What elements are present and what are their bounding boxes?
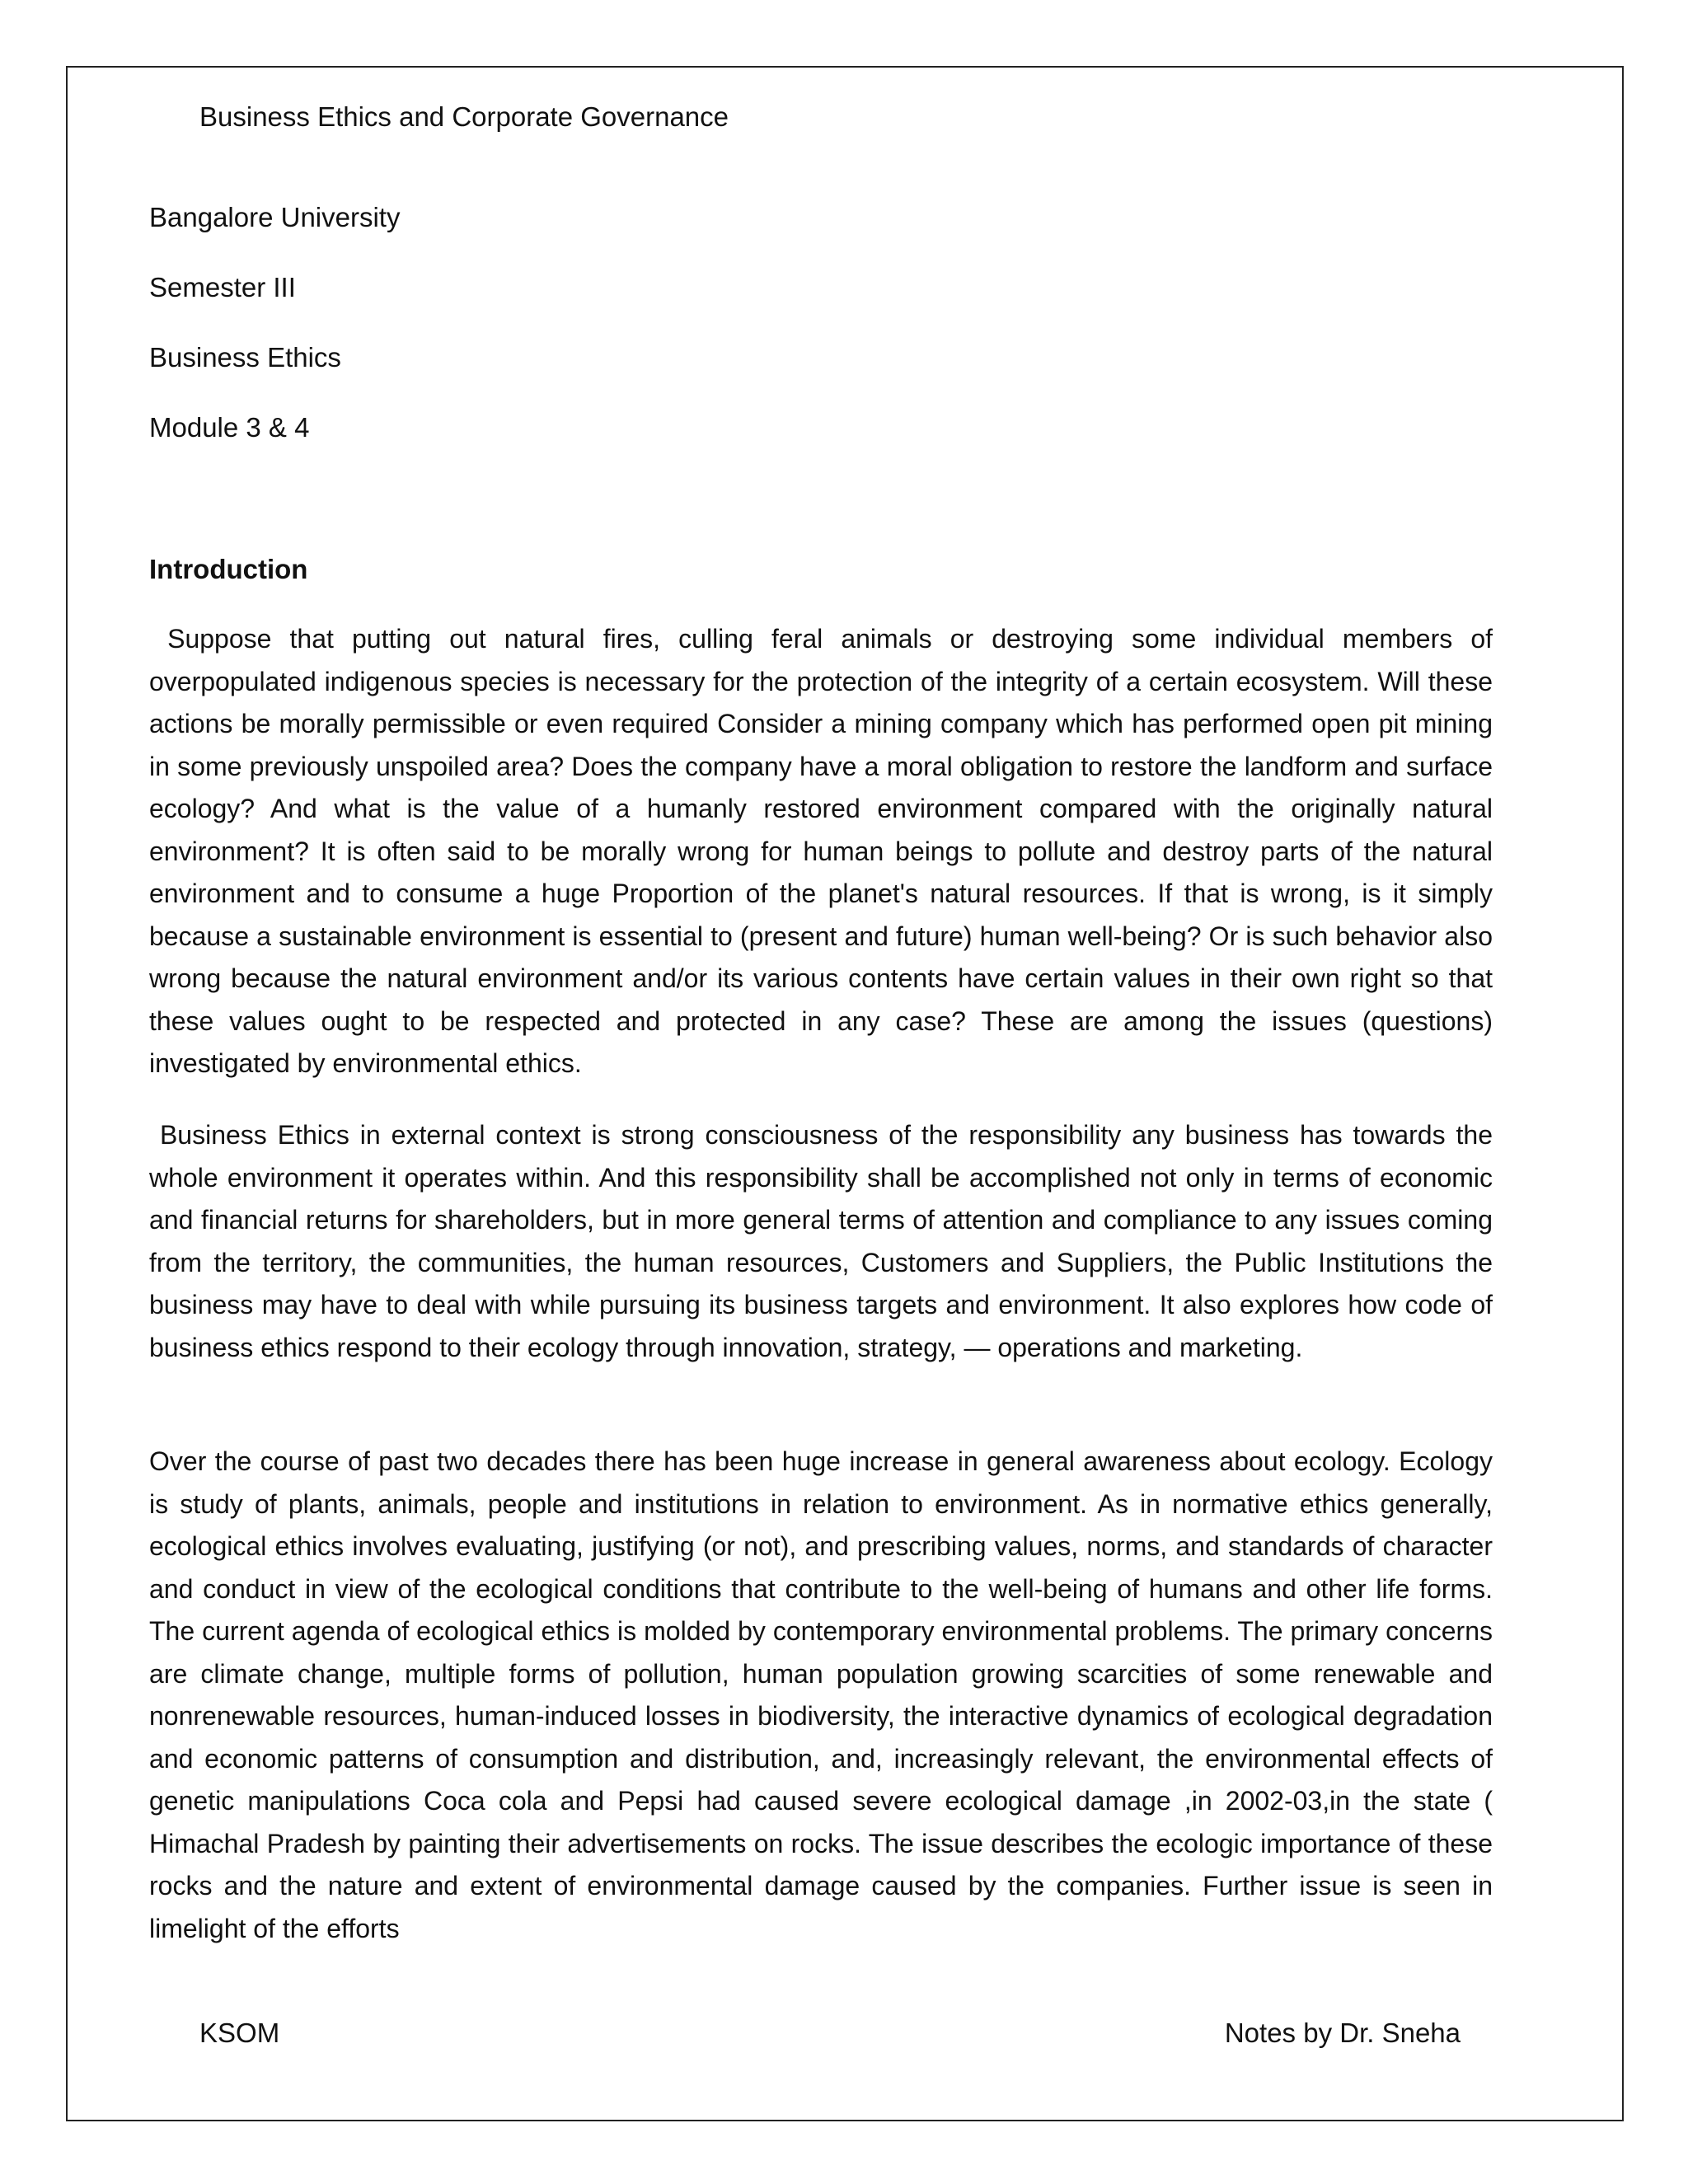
module-line: Module 3 & 4 — [149, 412, 310, 443]
university-line: Bangalore University — [149, 202, 401, 232]
paragraph-external-context: Business Ethics in external context is strong consciousness of the responsibility any business has towards the whole environment it operates within. And this responsibility shall be accomplished not only in terms of economic and financial returns for shareholders, but in more general terms of attention and compliance to any issues coming from the territory, the communities, the human resources, Customers and Suppliers, the Public Institutions the business may have to deal with while pursuing its business targets and environment. It also explores how code of business ethics respond to their ecology through innovation, strategy, — operations and marketing. — [149, 1120, 1500, 1362]
semester-line: Semester III — [149, 272, 296, 302]
subject-line: Business Ethics — [149, 342, 341, 373]
footer-author: Notes by Dr. Sneha — [1224, 2018, 1461, 2048]
page-header-title: Business Ethics and Corporate Governance — [199, 101, 729, 132]
paragraph-ecology-awareness: Over the course of past two decades there has been huge increase in general awareness about ecology. Ecology is study of plants, animals, people and institutions in relation to environment. As in normative ethics generally, ecological ethics involves evaluating, justifying (or not), and prescribing values, norms, and standards of character and conduct in view of the ecological conditions that contribute to the well-being of humans and other life forms. The current agenda of ecological ethics is molded by contemporary environmental problems. The primary concerns are climate change, multiple forms of pollution, human population growing scarcities of some renewable and nonrenewable resources, human-induced losses in biodiversity, the interactive dynamics of ecological degradation and economic patterns of consumption and distribution, and, increasingly relevant, the environmental effects of genetic manipulations Coca cola and Pepsi had caused severe ecological damage ,in 2002-03,in the state ( Himachal Pradesh by painting their advertisements on rocks. The issue describes the ecologic importance of these rocks and the nature and extent of environmental damage caused by the companies. Further issue is seen in limelight of the efforts — [149, 1446, 1500, 1943]
paragraph-environmental-ethics: Suppose that putting out natural fires, culling feral animals or destroying some individual members of overpopulated indigenous species is necessary for the protection of the integrity of a certain ecosystem. Will these actions be morally permissible or even required Consider a mining company which has performed open pit mining in some previously unspoiled area? Does the company have a moral obligation to restore the landform and surface ecology? And what is the value of a humanly restored environment compared with the originally natural environment? It is often said to be morally wrong for human beings to pollute and destroy parts of the natural environment and to consume a huge Proportion of the planet's natural resources. If that is wrong, is it simply because a sustainable environment is essential to (present and future) human well-being? Or is such behavior also wrong because the natural environment and/or its various contents have certain values in their own right so that these values ought to be respected and protected in any case? These are among the issues (questions) investigated by environmental ethics. — [149, 624, 1500, 1078]
section-heading: Introduction — [149, 554, 308, 584]
footer-institution: KSOM — [199, 2018, 280, 2048]
